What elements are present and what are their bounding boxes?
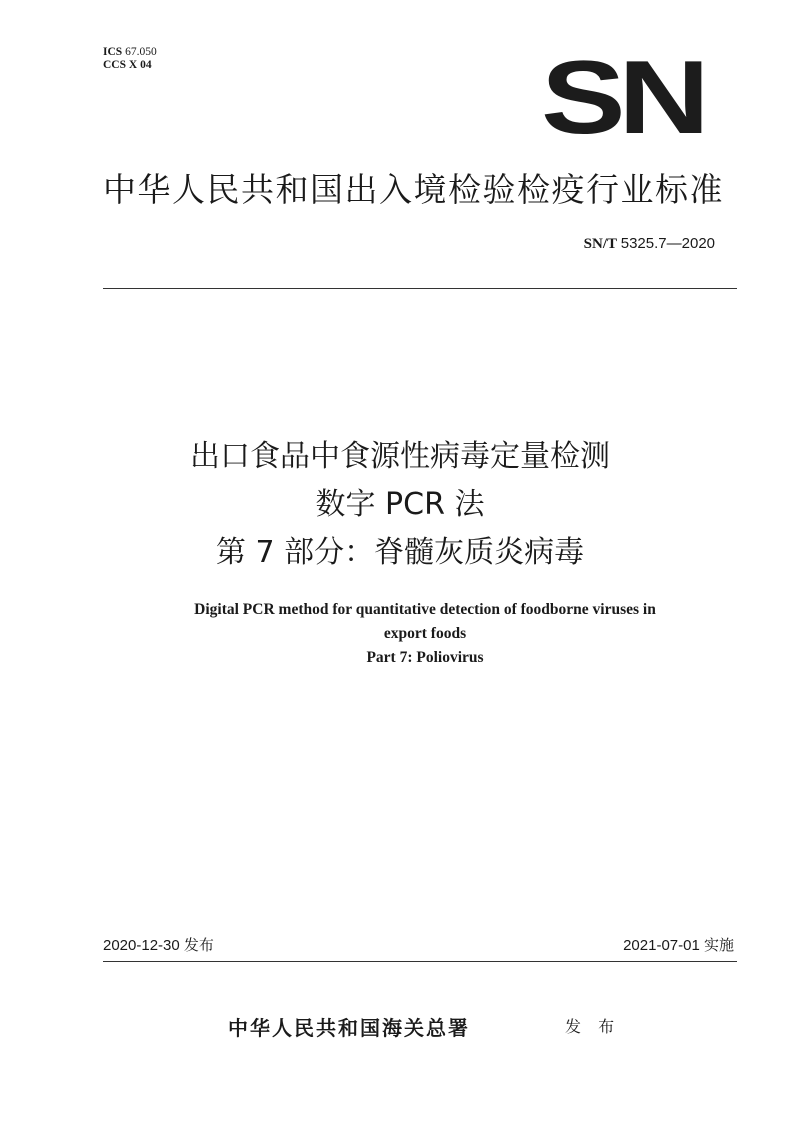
ccs-label: CCS: [103, 59, 127, 71]
ccs-code: [103, 59, 157, 72]
classification-codes: [103, 46, 157, 72]
standard-prefix: SN/T: [583, 236, 617, 252]
sn-logo: SN: [541, 40, 703, 156]
issuer-action: 发 布: [565, 1017, 621, 1036]
issue-date: 2020-12-30 发布: [103, 937, 214, 954]
implement-date: 2021-07-01 实施: [623, 937, 734, 954]
ics-label: ICS: [103, 46, 123, 58]
standard-number: [584, 235, 715, 253]
ics-value: 67.050: [125, 46, 157, 58]
issuer-name: 中华人民共和国海关总署: [228, 1016, 470, 1040]
english-title: [0, 598, 800, 670]
standard-code: 5325.7—2020: [620, 235, 715, 252]
ccs-value: X 04: [128, 59, 152, 71]
title-en-line3: Part 7: Poliovirus: [366, 649, 484, 666]
title-cn-line1: 出口食品中食源性病毒定量检测: [190, 439, 610, 474]
title-cn-line3: 第 7 部分：脊髓灰质炎病毒: [215, 535, 585, 570]
top-divider: [103, 288, 737, 289]
ics-code: [103, 46, 157, 59]
title-cn-line2: 数字 PCR 法: [315, 487, 485, 522]
bottom-divider: [103, 961, 737, 962]
title-en-line1: Digital PCR method for quantitative detection of foodborne viruses in: [194, 601, 656, 618]
title-en-line2: export foods: [383, 625, 467, 642]
chinese-title: [0, 433, 800, 577]
organization-title: 中华人民共和国出入境检验检疫行业标准: [103, 170, 724, 209]
